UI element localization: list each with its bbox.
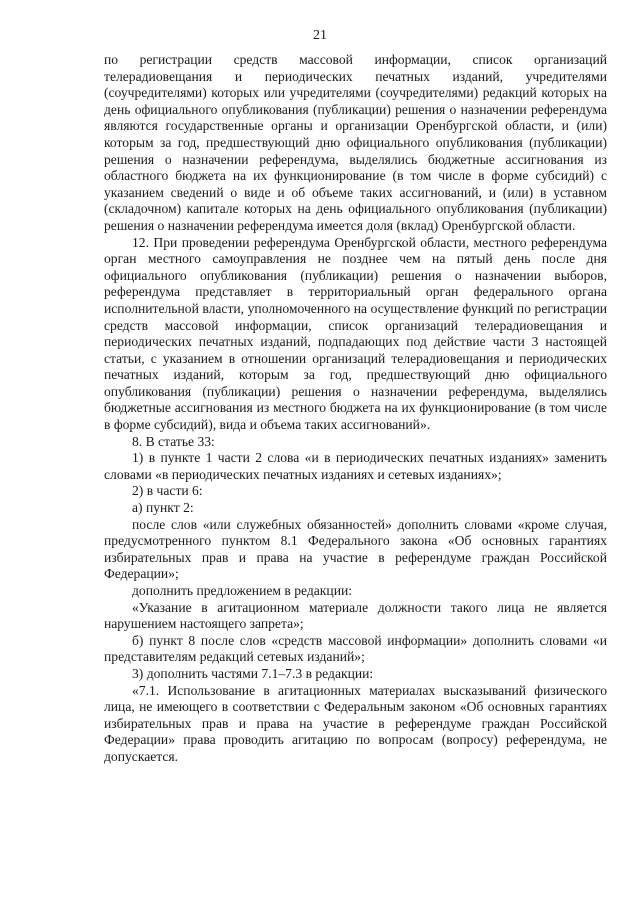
paragraph-item-12: 12. При проведении референдума Оренбургской области, местного референдума орган местного самоуправления не позднее чем на пятый день после дня официального опубликования (публикации) решения о назначении выборов, референдума представляет в территориальный орган федерального органа исполнительной власти, уполномоченного на осуществление функций по регистрации средств массовой информации, список организаций телерадиовещания и периодических печатных изданий, подпадающих под действие части 3 настоящей статьи, с указанием в отношении организаций телерадиовещания и периодических печатных изданий, которым за год, предшествующий дню официального опубликования (публикации) решения о назначении референдума, выделялись бюджетные ассигнования из местного бюджета на их функционирование (в том числе в форме субсидий), вида и объема таких ассигнований».: [104, 234, 607, 433]
document-body: [104, 52, 607, 766]
paragraph-subitem-1: 1) в пункте 1 части 2 слова «и в периодических печатных изданиях» заменить словами «в периодических печатных изданиях и сетевых изданиях»;: [104, 450, 607, 482]
paragraph-quoted-sentence: «Указание в агитационном материале должности такого лица не является нарушением настоящего запрета»;: [104, 599, 607, 632]
paragraph-item-8: 8. В статье 33:: [132, 433, 215, 449]
paragraph-subitem-3: 3) дополнить частями 7.1–7.3 в редакции:: [132, 665, 374, 681]
paragraph-subitem-2: 2) в части 6:: [132, 483, 203, 499]
paragraph-continuation: по регистрации средств массовой информации, список организаций телерадиовещания и периодических печатных изданий, учредителями (соучредителями) которых или учредителями (соучредителями) редакций которых на день официального опубликования (публикации) решения о назначении референдума являются государственные органы и организации Оренбургской области, и (или) которым за год, предшествующий дню официального опубликования (публикации) решения о назначении референдума, выделялись бюджетные ассигнования из областного бюджета на их функционирование (в том числе в форме субсидий) с указанием сведений о виде и об объеме таких ассигнований, и (или) в уставном (складочном) капитале которых на день официального опубликования (публикации) решения о назначении референдума имеется доля (вклад) Оренбургской области.: [104, 52, 607, 233]
paragraph-add-sentence: дополнить предложением в редакции:: [132, 583, 353, 598]
paragraph-subitem-b: б) пункт 8 после слов «средств массовой информации» дополнить словами «и представителям редакций сетевых изданий»;: [104, 632, 607, 665]
paragraph-part-7-1: «7.1. Использование в агитационных материалах высказываний физического лица, не имеющего в соответствии с Федеральным законом «Об основных гарантиях избирательных прав и права на участие в референдуме граждан Российской Федерации» права проводить агитацию по вопросам (вопросу) референдума, не допускается.: [104, 682, 607, 764]
page-number: 21: [313, 28, 327, 43]
paragraph-amendment-text: после слов «или служебных обязанностей» дополнить словами «кроме случая, предусмотренного пунктом 8.1 Федерального закона «Об основных гарантиях избирательных прав и права на участие в референдуме граждан Российской Федерации»;: [104, 516, 607, 582]
paragraph-subitem-a: а) пункт 2:: [132, 500, 194, 516]
